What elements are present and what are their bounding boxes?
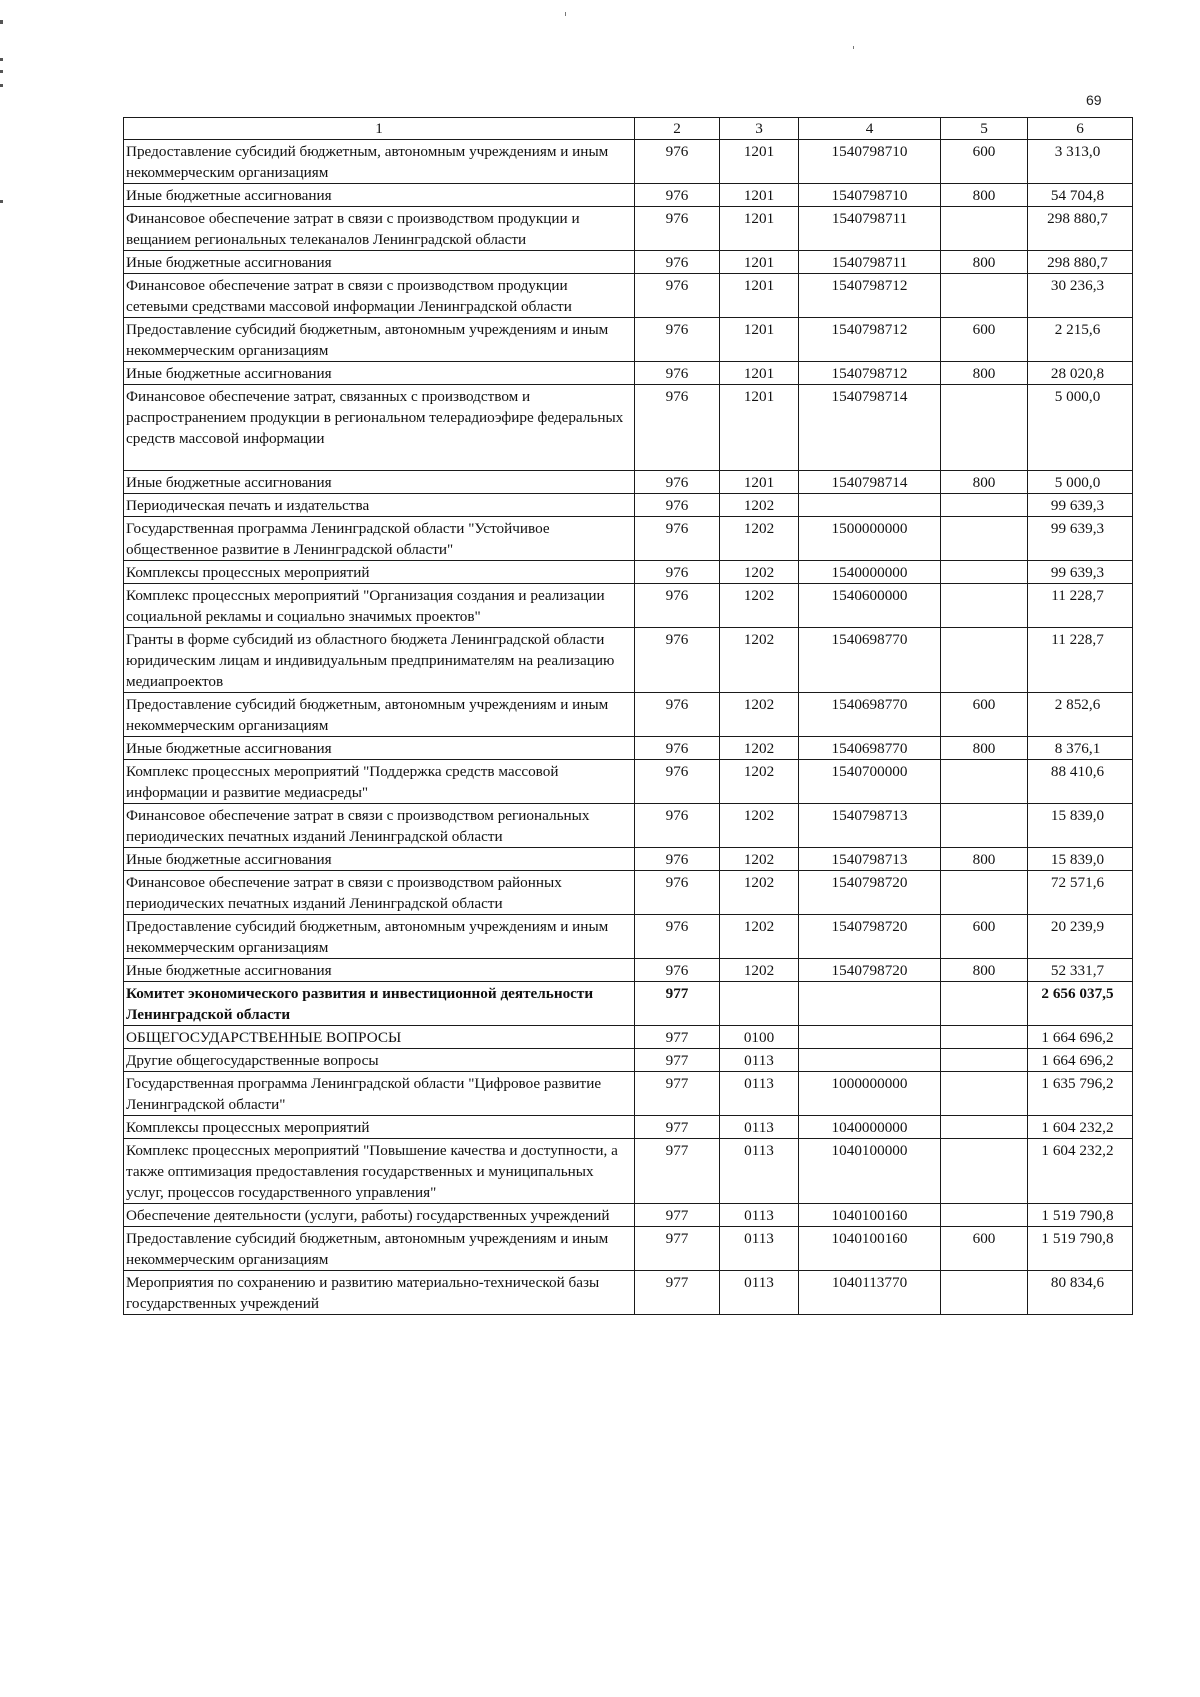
row-name-cell: Комплекс процессных мероприятий "Поддержка средств массовой информации и развитие медиасреды" xyxy=(124,760,635,804)
row-ved-cell: 976 xyxy=(635,584,720,628)
budget-table xyxy=(123,117,1133,1315)
row-name-cell: Финансовое обеспечение затрат в связи с производством региональных периодических печатных изданий Ленинградской области xyxy=(124,804,635,848)
row-name-cell: Финансовое обеспечение затрат в связи с производством районных периодических печатных изданий Ленинградской области xyxy=(124,871,635,915)
row-expense-type-cell xyxy=(941,561,1028,584)
row-target-article-cell: 1540798711 xyxy=(799,251,941,274)
table-row xyxy=(124,318,1133,362)
table-row xyxy=(124,1072,1133,1116)
row-ved-cell: 977 xyxy=(635,982,720,1026)
row-name-cell: Обеспечение деятельности (услуги, работы) государственных учреждений xyxy=(124,1204,635,1227)
page-number: 69 xyxy=(1086,92,1102,108)
row-name-cell: Мероприятия по сохранению и развитию материально-технической базы государственных учреждений xyxy=(124,1271,635,1315)
row-target-article-cell: 1540700000 xyxy=(799,760,941,804)
row-target-article-cell: 1540798711 xyxy=(799,207,941,251)
row-section-cell: 1202 xyxy=(720,494,799,517)
table-row xyxy=(124,737,1133,760)
row-target-article-cell xyxy=(799,1026,941,1049)
row-section-cell: 1201 xyxy=(720,318,799,362)
row-name-cell: ОБЩЕГОСУДАРСТВЕННЫЕ ВОПРОСЫ xyxy=(124,1026,635,1049)
row-section-cell: 0113 xyxy=(720,1271,799,1315)
row-target-article-cell: 1000000000 xyxy=(799,1072,941,1116)
row-section-cell: 0113 xyxy=(720,1204,799,1227)
table-row xyxy=(124,584,1133,628)
row-ved-cell: 976 xyxy=(635,318,720,362)
row-expense-type-cell: 600 xyxy=(941,1227,1028,1271)
row-target-article-cell: 1540798720 xyxy=(799,871,941,915)
table-row xyxy=(124,959,1133,982)
row-target-article-cell: 1540698770 xyxy=(799,693,941,737)
header-row xyxy=(124,118,1133,140)
table-row xyxy=(124,804,1133,848)
row-ved-cell: 976 xyxy=(635,693,720,737)
row-amount-cell: 2 656 037,5 xyxy=(1028,982,1133,1026)
row-name-cell: Финансовое обеспечение затрат в связи с производством продукции сетевыми средствами массовой информации Ленинградской области xyxy=(124,274,635,318)
row-ved-cell: 977 xyxy=(635,1049,720,1072)
scan-edge-mark xyxy=(0,200,3,203)
header-cell: 2 xyxy=(635,118,720,140)
row-target-article-cell xyxy=(799,494,941,517)
row-section-cell: 1202 xyxy=(720,628,799,693)
row-name-cell: Иные бюджетные ассигнования xyxy=(124,848,635,871)
row-amount-cell: 99 639,3 xyxy=(1028,517,1133,561)
table-row xyxy=(124,251,1133,274)
row-name-cell: Другие общегосударственные вопросы xyxy=(124,1049,635,1072)
header-cell: 3 xyxy=(720,118,799,140)
row-amount-cell: 72 571,6 xyxy=(1028,871,1133,915)
row-expense-type-cell xyxy=(941,584,1028,628)
row-target-article-cell: 1540798713 xyxy=(799,804,941,848)
row-ved-cell: 976 xyxy=(635,760,720,804)
row-name-cell: Иные бюджетные ассигнования xyxy=(124,737,635,760)
row-ved-cell: 976 xyxy=(635,274,720,318)
row-amount-cell: 2 852,6 xyxy=(1028,693,1133,737)
row-name-cell: Комплексы процессных мероприятий xyxy=(124,1116,635,1139)
row-target-article-cell: 1040100160 xyxy=(799,1204,941,1227)
header-cell: 6 xyxy=(1028,118,1133,140)
row-amount-cell: 1 519 790,8 xyxy=(1028,1227,1133,1271)
row-ved-cell: 976 xyxy=(635,184,720,207)
row-amount-cell: 99 639,3 xyxy=(1028,494,1133,517)
table-row xyxy=(124,1026,1133,1049)
row-expense-type-cell xyxy=(941,982,1028,1026)
row-name-cell: Иные бюджетные ассигнования xyxy=(124,251,635,274)
row-amount-cell: 11 228,7 xyxy=(1028,628,1133,693)
row-ved-cell: 976 xyxy=(635,915,720,959)
row-target-article-cell xyxy=(799,982,941,1026)
row-amount-cell: 80 834,6 xyxy=(1028,1271,1133,1315)
row-section-cell: 1202 xyxy=(720,804,799,848)
row-target-article-cell: 1540798712 xyxy=(799,318,941,362)
row-target-article-cell: 1540698770 xyxy=(799,737,941,760)
table-row xyxy=(124,140,1133,184)
header-cell: 5 xyxy=(941,118,1028,140)
row-expense-type-cell xyxy=(941,1049,1028,1072)
row-section-cell: 0113 xyxy=(720,1116,799,1139)
row-expense-type-cell: 800 xyxy=(941,362,1028,385)
row-section-cell: 1202 xyxy=(720,871,799,915)
row-name-cell: Периодическая печать и издательства xyxy=(124,494,635,517)
row-section-cell: 1201 xyxy=(720,362,799,385)
table-row xyxy=(124,561,1133,584)
row-section-cell: 1202 xyxy=(720,693,799,737)
row-ved-cell: 977 xyxy=(635,1116,720,1139)
header-cell: 4 xyxy=(799,118,941,140)
row-section-cell xyxy=(720,982,799,1026)
row-target-article-cell: 1040100160 xyxy=(799,1227,941,1271)
table-row xyxy=(124,1227,1133,1271)
row-target-article-cell: 1540798710 xyxy=(799,184,941,207)
table-row xyxy=(124,1204,1133,1227)
row-amount-cell: 54 704,8 xyxy=(1028,184,1133,207)
row-section-cell: 1201 xyxy=(720,274,799,318)
row-expense-type-cell: 800 xyxy=(941,251,1028,274)
row-name-cell: Комплекс процессных мероприятий "Организация создания и реализации социальной рекламы и социально значимых проектов" xyxy=(124,584,635,628)
table-row xyxy=(124,184,1133,207)
row-ved-cell: 976 xyxy=(635,362,720,385)
row-ved-cell: 977 xyxy=(635,1026,720,1049)
row-expense-type-cell: 600 xyxy=(941,318,1028,362)
row-amount-cell: 3 313,0 xyxy=(1028,140,1133,184)
row-section-cell: 1202 xyxy=(720,561,799,584)
row-expense-type-cell xyxy=(941,1204,1028,1227)
row-ved-cell: 976 xyxy=(635,959,720,982)
row-amount-cell: 52 331,7 xyxy=(1028,959,1133,982)
row-amount-cell: 5 000,0 xyxy=(1028,385,1133,471)
row-target-article-cell: 1540798714 xyxy=(799,471,941,494)
row-expense-type-cell xyxy=(941,760,1028,804)
row-ved-cell: 976 xyxy=(635,561,720,584)
row-ved-cell: 976 xyxy=(635,848,720,871)
header-cell: 1 xyxy=(124,118,635,140)
row-target-article-cell: 1540798714 xyxy=(799,385,941,471)
row-section-cell: 1202 xyxy=(720,848,799,871)
row-section-cell: 1201 xyxy=(720,385,799,471)
row-section-cell: 1202 xyxy=(720,959,799,982)
row-ved-cell: 976 xyxy=(635,140,720,184)
row-ved-cell: 976 xyxy=(635,207,720,251)
row-amount-cell: 88 410,6 xyxy=(1028,760,1133,804)
row-name-cell: Предоставление субсидий бюджетным, автономным учреждениям и иным некоммерческим организациям xyxy=(124,693,635,737)
row-ved-cell: 976 xyxy=(635,737,720,760)
row-target-article-cell: 1040000000 xyxy=(799,1116,941,1139)
row-ved-cell: 976 xyxy=(635,471,720,494)
row-ved-cell: 977 xyxy=(635,1139,720,1204)
row-amount-cell: 8 376,1 xyxy=(1028,737,1133,760)
row-ved-cell: 977 xyxy=(635,1271,720,1315)
row-amount-cell: 11 228,7 xyxy=(1028,584,1133,628)
row-section-cell: 0113 xyxy=(720,1049,799,1072)
row-name-cell: Иные бюджетные ассигнования xyxy=(124,959,635,982)
row-target-article-cell: 1540798720 xyxy=(799,959,941,982)
table-row xyxy=(124,274,1133,318)
scan-edge-mark xyxy=(0,70,3,73)
row-ved-cell: 976 xyxy=(635,871,720,915)
row-ved-cell: 977 xyxy=(635,1204,720,1227)
row-expense-type-cell: 600 xyxy=(941,915,1028,959)
row-ved-cell: 977 xyxy=(635,1227,720,1271)
table-row xyxy=(124,517,1133,561)
scan-speck xyxy=(565,12,566,16)
table-row xyxy=(124,693,1133,737)
row-amount-cell: 1 635 796,2 xyxy=(1028,1072,1133,1116)
scan-speck xyxy=(853,46,854,49)
table-row xyxy=(124,760,1133,804)
row-expense-type-cell xyxy=(941,871,1028,915)
row-ved-cell: 977 xyxy=(635,1072,720,1116)
table-row xyxy=(124,1271,1133,1315)
row-amount-cell: 298 880,7 xyxy=(1028,207,1133,251)
row-amount-cell: 99 639,3 xyxy=(1028,561,1133,584)
row-amount-cell: 5 000,0 xyxy=(1028,471,1133,494)
row-name-cell: Предоставление субсидий бюджетным, автономным учреждениям и иным некоммерческим организациям xyxy=(124,1227,635,1271)
table-row xyxy=(124,871,1133,915)
row-expense-type-cell xyxy=(941,1072,1028,1116)
row-expense-type-cell: 800 xyxy=(941,848,1028,871)
row-ved-cell: 976 xyxy=(635,628,720,693)
row-name-cell: Финансовое обеспечение затрат, связанных с производством и распространением продукции в региональном телерадиоэфире федеральных средств массовой информации xyxy=(124,385,635,471)
row-name-cell: Государственная программа Ленинградской области "Устойчивое общественное развитие в Ленинградской области" xyxy=(124,517,635,561)
row-section-cell: 1201 xyxy=(720,184,799,207)
row-target-article-cell xyxy=(799,1049,941,1072)
row-ved-cell: 976 xyxy=(635,251,720,274)
table-row xyxy=(124,362,1133,385)
table-row xyxy=(124,494,1133,517)
row-amount-cell: 15 839,0 xyxy=(1028,848,1133,871)
table-row xyxy=(124,628,1133,693)
row-expense-type-cell: 600 xyxy=(941,140,1028,184)
row-expense-type-cell: 800 xyxy=(941,737,1028,760)
row-amount-cell: 1 664 696,2 xyxy=(1028,1026,1133,1049)
table-row xyxy=(124,385,1133,471)
row-amount-cell: 2 215,6 xyxy=(1028,318,1133,362)
row-name-cell: Иные бюджетные ассигнования xyxy=(124,471,635,494)
table-row xyxy=(124,471,1133,494)
row-expense-type-cell xyxy=(941,517,1028,561)
table-row xyxy=(124,915,1133,959)
row-section-cell: 1202 xyxy=(720,760,799,804)
row-amount-cell: 28 020,8 xyxy=(1028,362,1133,385)
row-name-cell: Иные бюджетные ассигнования xyxy=(124,184,635,207)
row-section-cell: 0100 xyxy=(720,1026,799,1049)
row-section-cell: 1202 xyxy=(720,915,799,959)
row-amount-cell: 1 519 790,8 xyxy=(1028,1204,1133,1227)
row-name-cell: Финансовое обеспечение затрат в связи с производством продукции и вещанием региональных телеканалов Ленинградской области xyxy=(124,207,635,251)
row-section-cell: 0113 xyxy=(720,1227,799,1271)
row-section-cell: 1202 xyxy=(720,737,799,760)
row-target-article-cell: 1540600000 xyxy=(799,584,941,628)
row-target-article-cell: 1540798712 xyxy=(799,274,941,318)
row-amount-cell: 1 664 696,2 xyxy=(1028,1049,1133,1072)
row-expense-type-cell xyxy=(941,1139,1028,1204)
row-expense-type-cell xyxy=(941,1116,1028,1139)
row-section-cell: 1201 xyxy=(720,207,799,251)
row-amount-cell: 30 236,3 xyxy=(1028,274,1133,318)
row-expense-type-cell: 800 xyxy=(941,959,1028,982)
row-target-article-cell: 1540798710 xyxy=(799,140,941,184)
row-section-cell: 0113 xyxy=(720,1139,799,1204)
table-body xyxy=(124,140,1133,1315)
row-ved-cell: 976 xyxy=(635,385,720,471)
row-target-article-cell: 1540798713 xyxy=(799,848,941,871)
scan-edge-mark xyxy=(0,58,3,61)
row-ved-cell: 976 xyxy=(635,494,720,517)
row-expense-type-cell xyxy=(941,494,1028,517)
scan-edge-mark xyxy=(0,84,3,87)
row-target-article-cell: 1040113770 xyxy=(799,1271,941,1315)
row-expense-type-cell xyxy=(941,274,1028,318)
row-target-article-cell: 1540698770 xyxy=(799,628,941,693)
row-name-cell: Предоставление субсидий бюджетным, автономным учреждениям и иным некоммерческим организациям xyxy=(124,140,635,184)
row-amount-cell: 1 604 232,2 xyxy=(1028,1116,1133,1139)
table-row xyxy=(124,982,1133,1026)
row-name-cell: Иные бюджетные ассигнования xyxy=(124,362,635,385)
table-row xyxy=(124,207,1133,251)
row-target-article-cell: 1540000000 xyxy=(799,561,941,584)
row-name-cell: Гранты в форме субсидий из областного бюджета Ленинградской области юридическим лицам и индивидуальным предпринимателям на реализацию медиапроектов xyxy=(124,628,635,693)
row-amount-cell: 20 239,9 xyxy=(1028,915,1133,959)
row-amount-cell: 298 880,7 xyxy=(1028,251,1133,274)
row-expense-type-cell: 800 xyxy=(941,471,1028,494)
table-row xyxy=(124,1139,1133,1204)
row-name-cell: Комплексы процессных мероприятий xyxy=(124,561,635,584)
row-expense-type-cell xyxy=(941,628,1028,693)
row-ved-cell: 976 xyxy=(635,517,720,561)
scan-edge-mark xyxy=(0,20,3,24)
row-section-cell: 1201 xyxy=(720,140,799,184)
row-name-cell: Комплекс процессных мероприятий "Повышение качества и доступности, а также оптимизация предоставления государственных и муниципальных услуг, процессов государственного управления" xyxy=(124,1139,635,1204)
row-amount-cell: 1 604 232,2 xyxy=(1028,1139,1133,1204)
row-expense-type-cell xyxy=(941,207,1028,251)
row-section-cell: 1202 xyxy=(720,517,799,561)
row-target-article-cell: 1540798712 xyxy=(799,362,941,385)
row-name-cell: Предоставление субсидий бюджетным, автономным учреждениям и иным некоммерческим организациям xyxy=(124,318,635,362)
row-name-cell: Комитет экономического развития и инвестиционной деятельности Ленинградской области xyxy=(124,982,635,1026)
row-expense-type-cell: 800 xyxy=(941,184,1028,207)
table-row xyxy=(124,1049,1133,1072)
row-target-article-cell: 1040100000 xyxy=(799,1139,941,1204)
row-expense-type-cell xyxy=(941,1026,1028,1049)
row-expense-type-cell: 600 xyxy=(941,693,1028,737)
row-expense-type-cell xyxy=(941,804,1028,848)
row-section-cell: 0113 xyxy=(720,1072,799,1116)
row-expense-type-cell xyxy=(941,385,1028,471)
row-name-cell: Предоставление субсидий бюджетным, автономным учреждениям и иным некоммерческим организациям xyxy=(124,915,635,959)
table-row xyxy=(124,1116,1133,1139)
row-expense-type-cell xyxy=(941,1271,1028,1315)
row-section-cell: 1201 xyxy=(720,471,799,494)
row-target-article-cell: 1540798720 xyxy=(799,915,941,959)
row-section-cell: 1202 xyxy=(720,584,799,628)
table-row xyxy=(124,848,1133,871)
row-section-cell: 1201 xyxy=(720,251,799,274)
row-amount-cell: 15 839,0 xyxy=(1028,804,1133,848)
row-ved-cell: 976 xyxy=(635,804,720,848)
row-name-cell: Государственная программа Ленинградской области "Цифровое развитие Ленинградской области" xyxy=(124,1072,635,1116)
row-target-article-cell: 1500000000 xyxy=(799,517,941,561)
